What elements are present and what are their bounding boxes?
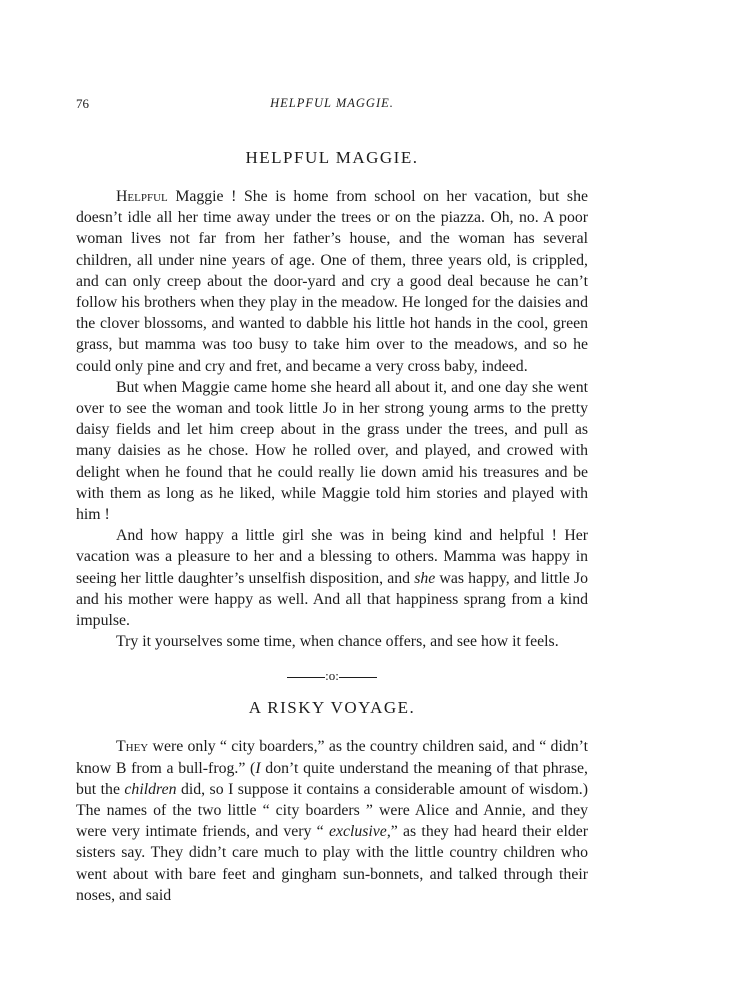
lead-word: Helpful <box>116 188 168 205</box>
paragraph-text: don’t quite understand the meaning of that phrase, but the <box>76 759 588 798</box>
divider-rule-right <box>339 677 377 678</box>
paragraph-text: was happy, and little Jo and his mother were happy as well. And all that happiness sprang from a kind impulse. <box>76 569 588 630</box>
emphasis-children: children <box>124 780 177 798</box>
divider-rule-left <box>287 677 325 678</box>
book-page <box>76 96 588 906</box>
emphasis-exclusive: exclusive <box>328 823 387 841</box>
paragraph-4: Try it yourselves some time, when chance offers, and see how it feels. <box>116 633 559 651</box>
paragraph-5 <box>76 736 588 906</box>
emphasis-she: she <box>414 569 436 587</box>
running-title: HELPFUL MAGGIE. <box>270 96 394 110</box>
emphasis-i: I <box>255 759 261 777</box>
paragraph-2: But when Maggie came home she heard all about it, and one day she went over to see the woman and took little Jo in her strong young arms to the pretty daisy fields and let him creep about in the grass under the trees, and pull as many daisies as he chose. How he rolled over, and played, and crowed with delight when he found that he could really lie down amid his treasures and be with them as long as he liked, while Maggie told him stories and played with him ! <box>76 378 588 524</box>
paragraph-text: Maggie ! She is home from school on her vacation, but she doesn’t idle all her time away under the trees or on the piazza. Oh, no. A poor woman lives not far from her father’s house, and the woman has several children, all under nine years of age. One of them, three years old, is crippled, and can only creep about the door-yard and cry a good deal because he can’t follow his brothers when they play in the meadow. He longed for the daisies and the clover blossoms, and wanted to dabble his little hot hands in the cool, green grass, but mamma was too busy to take him over to the meadows, and so he could only pine and cry and fret, and became a very cross baby, indeed. <box>76 188 588 375</box>
paragraph-3 <box>76 525 588 631</box>
lead-word: They <box>116 738 149 756</box>
section-divider <box>76 668 588 684</box>
paragraph-text: were only “ city boarders,” as the country children said, and “ didn’t know B from a bull-frog.” ( <box>76 738 588 777</box>
story-title-a-risky-voyage: A RISKY VOYAGE. <box>248 698 416 718</box>
page-number: 76 <box>76 96 89 111</box>
story-title-helpful-maggie: HELPFUL MAGGIE. <box>245 148 419 167</box>
running-head <box>76 96 588 118</box>
paragraph-text: did, so I suppose it contains a considerable amount of wisdom.) The names of the two little “ city boarders ” were Alice and Annie, and they were very intimate friends, and very “ <box>76 780 588 841</box>
divider-mark: :o: <box>325 668 339 684</box>
paragraph-1 <box>76 186 588 377</box>
paragraph-text: And how happy a little girl she was in being kind and helpful ! Her vacation was a pleasure to her and a blessing to others. Mamma was happy in seeing her little daughter’s unselfish disposition, and <box>76 527 588 587</box>
paragraph-text: ,” as they had heard their elder sisters say. They didn’t care much to play with the little country children who went about with bare feet and gingham sun-bonnets, and talked through their noses, and said <box>76 823 589 904</box>
